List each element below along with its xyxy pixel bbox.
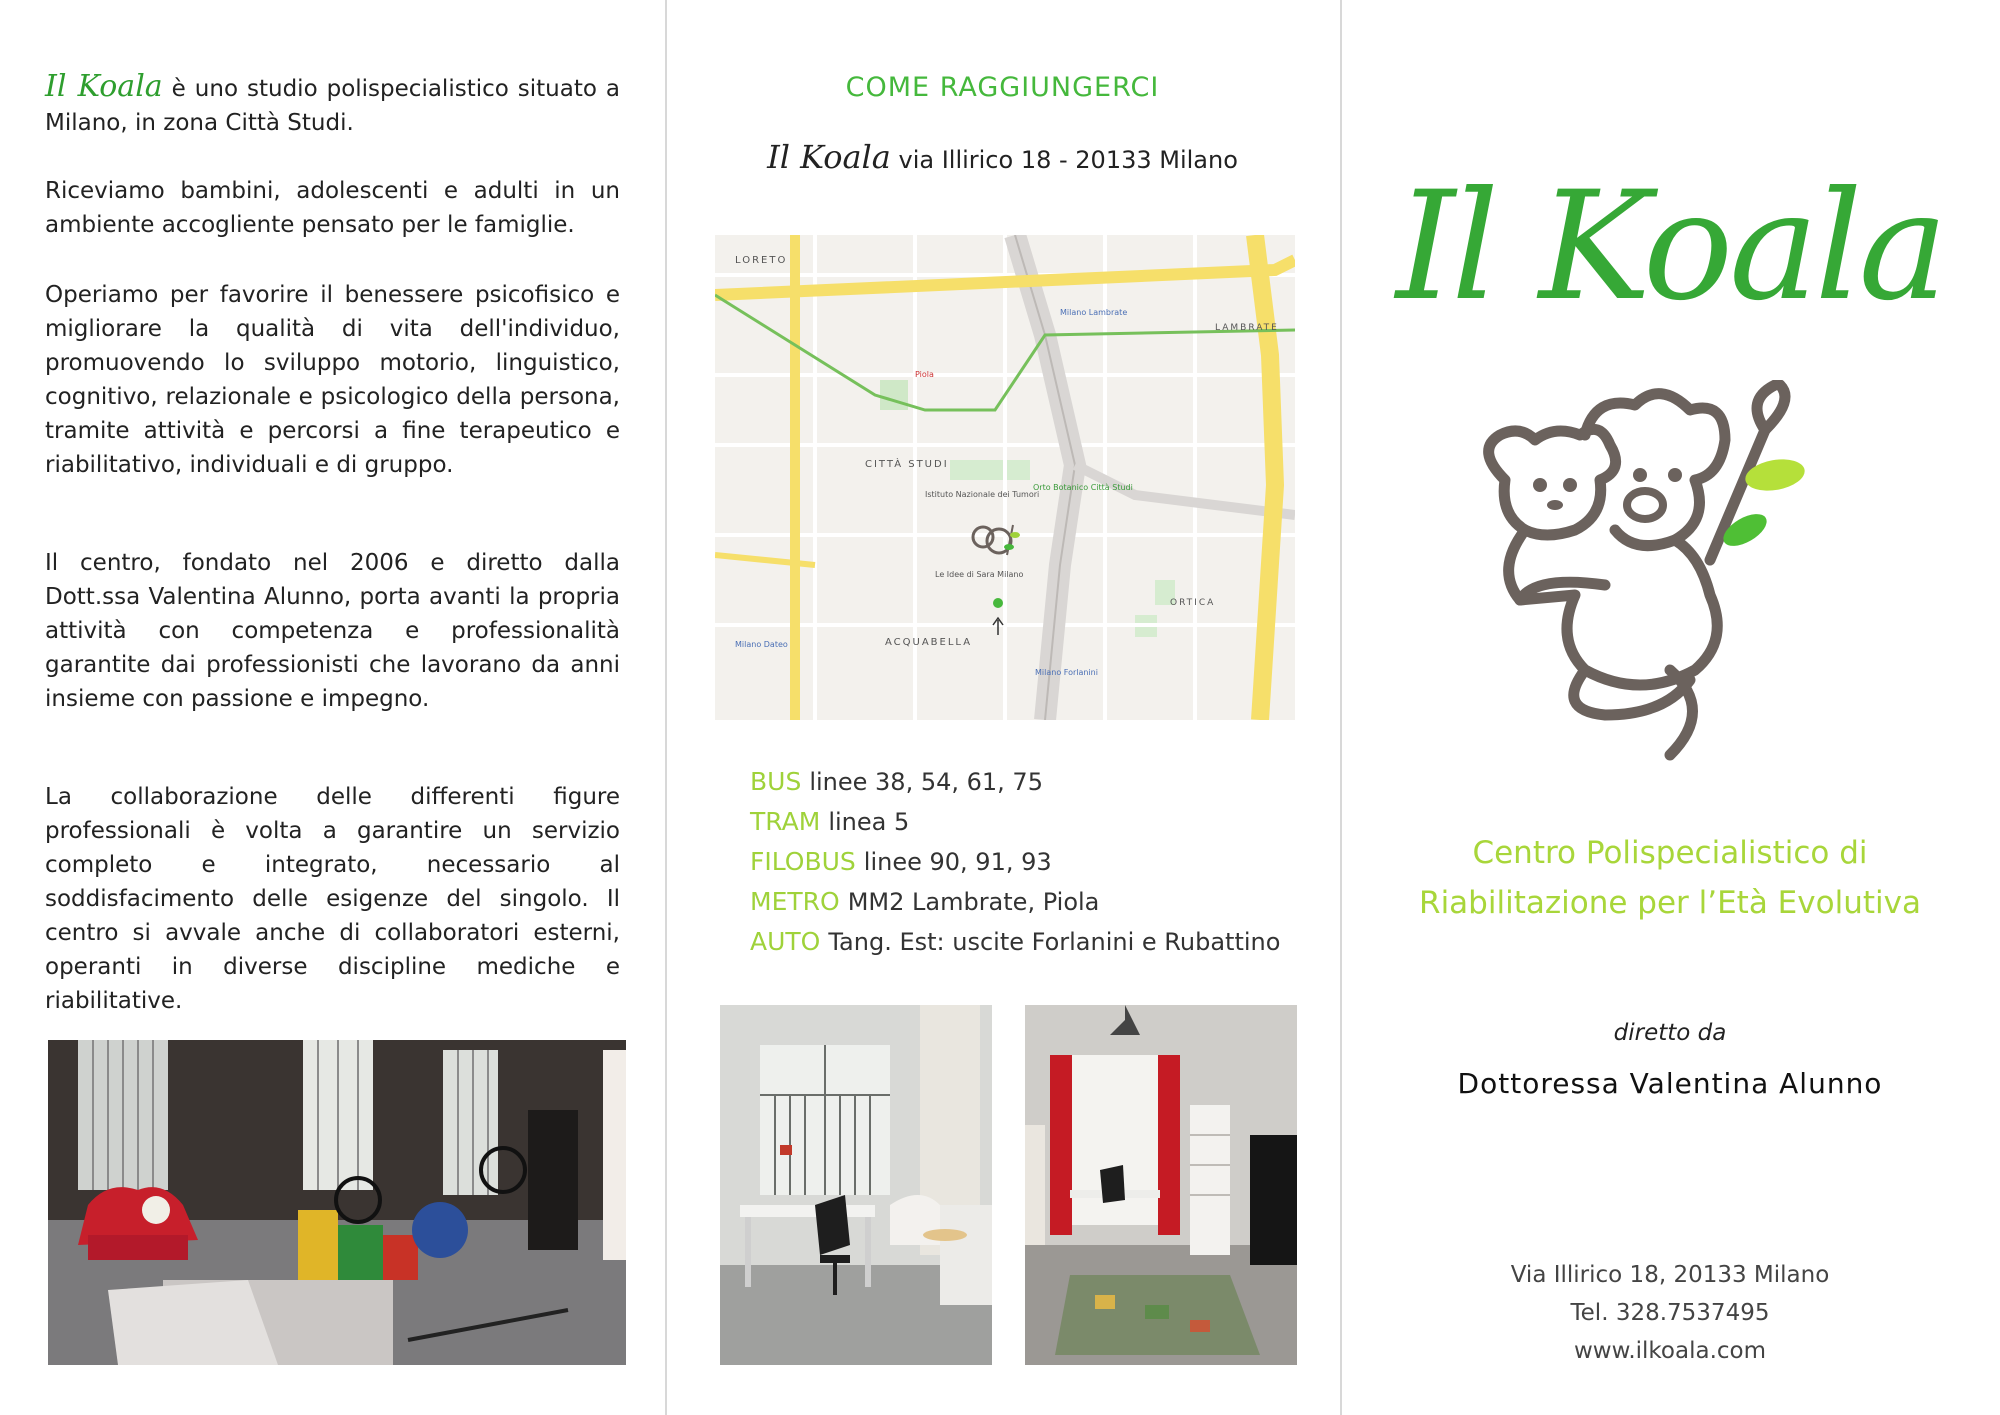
center-subtitle [1340, 828, 2000, 928]
transport-item: FILOBUS linee 90, 91, 93 [750, 847, 1052, 876]
therapy-room-photo [48, 1040, 626, 1365]
transport-item: TRAM linea 5 [750, 807, 910, 836]
left-panel [0, 0, 665, 1415]
directed-by-label: diretto da [1613, 1020, 1727, 1046]
map-label-lambrate: LAMBRATE [1215, 323, 1279, 333]
paragraph-collaboration-text: La collaborazione delle differenti figure professionali è volta a garantire un servizio completo e integrato, necessario al soddisfacimento delle esigenze del singolo. Il centro si avvale anche di collaboratori esterni, operanti in diverse discipline mediche e riabilitative. [45, 784, 620, 1014]
paragraph-history-text: Il centro, fondato nel 2006 e diretto dalla Dott.ssa Valentina Alunno, porta avanti la propria attività con competenza e professionalità garantite dai professionisti che lavorano da anni insieme con passione e impegno. [45, 550, 620, 712]
transport-list [750, 762, 1280, 962]
map-label-loreto: LORETO [735, 255, 788, 266]
map-label-dateo: Milano Dateo [735, 640, 788, 649]
contact-phone: Tel. 328.7537495 [1570, 1300, 1770, 1326]
directions-address-text: via Illirico 18 - 20133 Milano [898, 146, 1238, 174]
contact-website[interactable]: www.ilkoala.com [1574, 1338, 1766, 1364]
intro-paragraph [45, 70, 620, 140]
directions-address [665, 138, 1340, 176]
koala-logo-icon [1465, 380, 1845, 780]
map-label-acquabella: ACQUABELLA [885, 637, 973, 648]
map-label-forlanini: Milano Forlanini [1035, 668, 1098, 677]
intro-text: è uno studio polispecialistico situato a Milano, in zona Città Studi. [45, 76, 621, 136]
map-label-piola: Piola [915, 370, 934, 379]
brand-title: Il Koala [1395, 160, 1945, 334]
paragraph-families [45, 174, 620, 242]
map-label-citta-studi: CITTÀ STUDI [865, 459, 949, 470]
paragraph-families-text: Riceviamo bambini, adolescenti e adulti in un ambiente accogliente pensato per le famiglie. [45, 178, 620, 238]
transport-item: BUS linee 38, 54, 61, 75 [750, 767, 1043, 796]
map-label-tumori: Istituto Nazionale dei Tumori [925, 490, 1040, 499]
map-label-orto: Orto Botanico Città Studi [1033, 483, 1133, 492]
right-panel [1340, 0, 2000, 1415]
subtitle-line-1: Centro Polispecialistico di [1472, 835, 1868, 871]
directions-title: COME RAGGIUNGERCI [845, 72, 1160, 103]
paragraph-history [45, 546, 620, 716]
subtitle-line-2: Riabilitazione per l’Età Evolutiva [1419, 885, 1921, 921]
brand-inline: Il Koala [45, 69, 163, 104]
paragraph-collaboration [45, 780, 620, 1018]
map-label-lambrate-fs: Milano Lambrate [1060, 308, 1128, 317]
director-name: Dottoressa Valentina Alunno [1457, 1067, 1883, 1100]
transport-item: METRO MM2 Lambrate, Piola [750, 887, 1100, 916]
paragraph-mission-text: Operiamo per favorire il benessere psicofisico e migliorare la qualità di vita dell'individuo, promuovendo lo sviluppo motorio, linguistico, cognitivo, relazionale e psicologico della persona, tramite attività e percorsi a fine terapeutico e riabilitativo, individuali e di gruppo. [45, 282, 620, 478]
map-label-ortica: ORTICA [1170, 598, 1216, 608]
office-photo-2 [1025, 1005, 1297, 1365]
location-map [715, 235, 1295, 720]
brand-inline-mid: Il Koala [767, 138, 891, 176]
middle-panel [665, 0, 1340, 1415]
paragraph-mission [45, 278, 620, 482]
map-koala-dot [993, 598, 1003, 608]
contact-address: Via Illirico 18, 20133 Milano [1510, 1262, 1830, 1288]
map-label-koala-pin: Le Idee di Sara Milano [935, 570, 1024, 579]
contact-block [1340, 1256, 2000, 1370]
office-photo-1 [720, 1005, 992, 1365]
transport-item: AUTO Tang. Est: uscite Forlanini e Rubattino [750, 927, 1281, 956]
